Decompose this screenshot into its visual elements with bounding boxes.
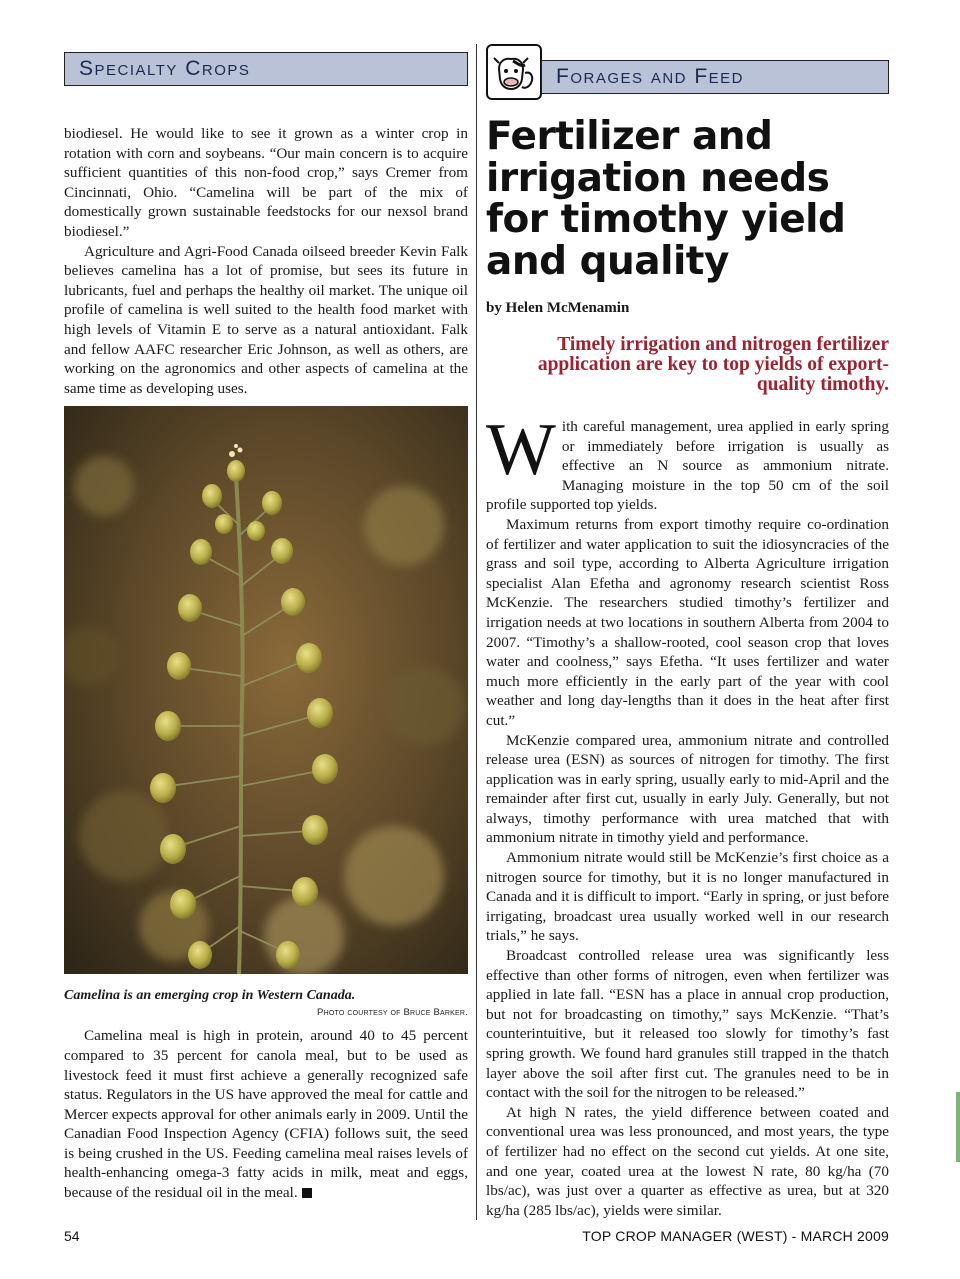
article-deck: Timely irrigation and nitrogen fertilizer application are key to top yields of export-quality timothy.	[537, 334, 889, 395]
lead-paragraph-text: ith careful management, urea applied in early spring or immediately before irrigation is usually as effective an N source as ammonium nitrate. Managing moisture in the top 50 cm of the soil profile supported top yields.	[486, 418, 889, 514]
section-header-forages-and-feed	[541, 60, 889, 94]
paragraph: Agriculture and Agri-Food Canada oilseed breeder Kevin Falk believes camelina has a lot of promise, but sees its future in lubricants, fuel and perhaps the healthy oil market. The unique oil profile of camelina is well suited to the health food market with high levels of Vitamin E to serve as a natural antioxidant. Falk and fellow AAFC researcher Eric Johnson, as well as others, are working on the agronomics and other aspects of camelina at the same time as developing uses.	[64, 242, 468, 397]
right-article-text	[486, 409, 889, 1220]
left-article-text-continued	[64, 1026, 468, 1202]
edge-color-tab	[956, 1092, 960, 1162]
paragraph: McKenzie compared urea, ammonium nitrate and controlled release urea (ESN) as sources of nitrogen for timothy. The first application was in early spring, usually early to mid-April and the remainder after first cut, usually in early July. Generally, but not always, timothy performance with urea matched that with ammonium nitrate in timothy yield and performance.	[486, 731, 889, 847]
photo-credit: Photo courtesy of Bruce Barker.	[317, 1007, 468, 1019]
section-header-row	[486, 44, 889, 100]
end-mark-icon	[302, 1188, 312, 1198]
section-header-specialty-crops	[64, 52, 468, 86]
cow-logo-icon	[486, 44, 542, 100]
camelina-photo	[64, 406, 468, 974]
right-column	[486, 44, 889, 1220]
article-headline: Fertilizer and irrigation needs for timothy yield and quality	[486, 114, 846, 284]
left-column	[64, 52, 468, 1203]
section-title: Specialty Crops	[79, 57, 251, 80]
photo-caption: Camelina is an emerging crop in Western Canada.	[64, 988, 356, 1004]
publication-footer: TOP CROP MANAGER (WEST) - MARCH 2009	[582, 1228, 889, 1244]
paragraph	[64, 1026, 468, 1202]
paragraph-text: Camelina meal is high in protein, around 40 to 45 percent compared to 35 percent for canola meal, but to be used as livestock feed it must first achieve a generally recognized safe status. Regulators in the US have approved the meal for cattle and Mercer expects approval for other animals early in 2009. Until the Canadian Food Inspection Agency (CFIA) follows suit, the seed is being crushed in the US. Feeding camelina meal raises levels of health-enhancing omega-3 fatty acids in milk, meat and eggs, because of the residual oil in the meal.	[64, 1027, 468, 1202]
drop-cap: W	[486, 409, 556, 491]
lead-paragraph	[486, 409, 889, 515]
column-divider	[476, 44, 477, 1220]
paragraph: biodiesel. He would like to see it grown as a winter crop in rotation with corn and soybeans. “Our main concern is to acquire sufficient quantities of this non-food crop,” says Cremer from Cincinnati, Ohio. “Camelina will be part of the mix of domestically grown sustainable feedstocks for our nexsol brand biodiesel.”	[64, 125, 468, 240]
paragraph: At high N rates, the yield difference between coated and conventional urea was less pronounced, and most years, the type of fertilizer had no effect on the second cut yields. At one site, and one year, coated urea at the lowest N rate, 80 kg/ha (70 lbs/ac), was just over a quarter as effective as urea, but at 320 kg/ha (285 lbs/ac), yields were similar.	[486, 1103, 889, 1219]
page-number: 54	[64, 1228, 80, 1244]
paragraph: Maximum returns from export timothy require co-ordination of fertilizer and water application to suit the idiosyncracies of the grass and soil type, according to Alberta Agriculture irrigation specialist Alan Efetha and agronomy research scientist Ross McKenzie. The researchers studied timothy’s fertilizer and irrigation needs at two locations in southern Alberta from 2004 to 2007. “Timothy’s a shallow-rooted, cool season crop that loves water and coolness,” says Efetha. “It uses fertilizer and water much more efficiently in the early part of the year with cool weather and long day-lengths than it does in the heat after first cut.”	[486, 515, 889, 729]
paragraph: Broadcast controlled release urea was significantly less effective than other forms of nitrogen, even when fertilizer was applied in late fall. “ESN has a place in annual crop production, but not for broadcasting on timothy,” says McKenzie. “That’s counterintuitive, but it released too slowly for timothy’s fast spring growth. We found hard granules still trapped in the thatch layer above the soil after first cut. The granules need to be in contact with the soil for the nitrogen to be released.”	[486, 947, 889, 1102]
article-byline: by Helen McMenamin	[486, 300, 630, 316]
section-title: Forages and Feed	[556, 65, 745, 88]
paragraph: Ammonium nitrate would still be McKenzie’s first choice as a nitrogen source for timothy, but it is no longer manufactured in Canada and it is difficult to import. “Early in spring, or just before irrigating, broadcast urea usually worked well in our research trials,” he says.	[486, 849, 889, 945]
left-article-text	[64, 124, 468, 398]
